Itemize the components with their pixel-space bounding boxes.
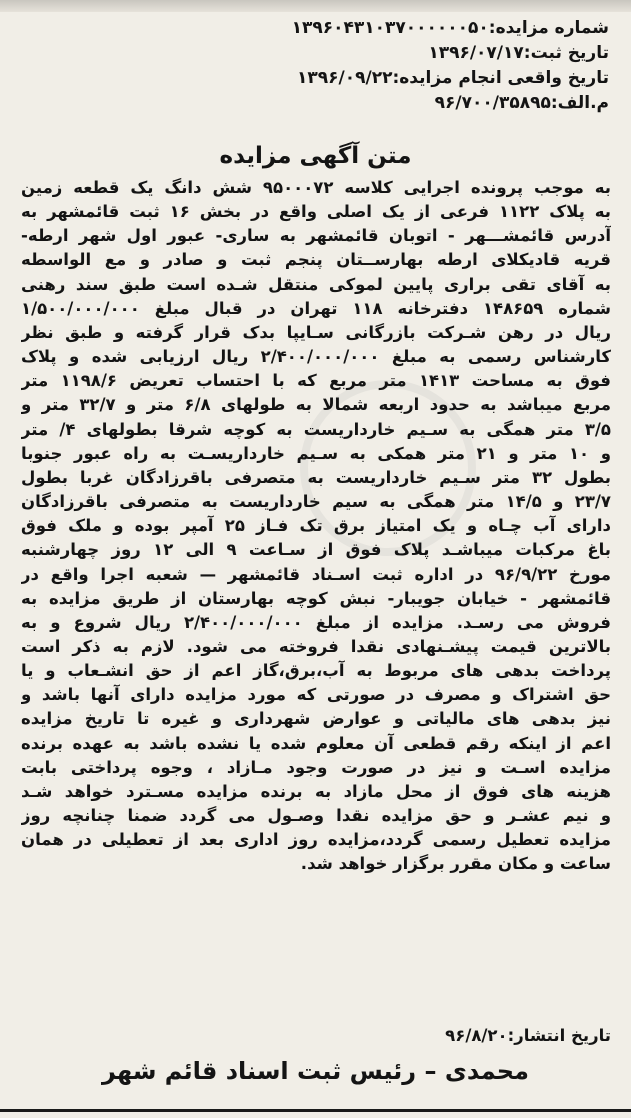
- body-line: باغ مرکبات میباشـد پلاک فوق از سـاعت ۹ الی ۱۲ روز چهارشنبه: [21, 540, 611, 560]
- body-line: ۳/۵ متر همگی به سـیم خارداریست به کوچه شرقا بطولهای ۴/ متر: [21, 419, 611, 439]
- body-line: دارای آب چـاه و یک امتیاز برق تک فـاز ۲۵ آمپر بوده و ملک فوق: [21, 516, 611, 536]
- body-line: آدرس قائمشـــهر - اتوبان قائمشهر به ساری- عبور اول شهر ارطه-: [21, 226, 611, 246]
- auction-number: شماره مزایده:۱۳۹۶۰۴۳۱۰۳۷۰۰۰۰۰۰۵۰: [291, 18, 609, 38]
- body-line: مورخ ۹۶/۹/۲۲ در اداره ثبت اسـناد قائمشهر — شعبه اجرا واقع در: [21, 564, 611, 584]
- body-line: نیز بدهی های مالیاتی و عوارض شهرداری و غیره تا تاریخ مزایده: [21, 709, 611, 729]
- body-line: فروش می رسـد. مزایده از مبلغ ۲/۴۰۰/۰۰۰/۰۰۰ ریال شروع و به: [21, 612, 611, 632]
- body-line: اعم از اینکه رقم قطعی آن معلوم شده یا نشده باشد به عهده برنده: [21, 733, 611, 753]
- signature: محمدی – رئیس ثبت اسناد قائم شهر: [102, 1057, 529, 1085]
- body-line: به پلاک ۱۱۲۲ فرعی از یک اصلی واقع در بخش ۱۶ ثبت قائمشهر به: [21, 202, 611, 222]
- body-line: ساعت و مکان مقرر برگزار خواهد شد.: [300, 854, 611, 874]
- body-line: به موجب پرونده اجرایی کلاسه ۹۵۰۰۰۷۲ شش دانگ یک قطعه زمین: [21, 178, 611, 197]
- body-line: بالاترین قیمت پیشـنهادی نقدا فروخته می شود. لازم به ذکر است: [21, 636, 611, 656]
- body-line: به آقای تقی براری پایین لموکی منتقل شـده است طبق سند رهنی: [21, 274, 611, 294]
- auction-date: تاریخ واقعی انجام مزایده:۱۳۹۶/۰۹/۲۲: [297, 68, 609, 88]
- body-line: ۲۳/۷ و ۱۴/۵ متر همگی به سیم خارداریست به متصرفی باقرزادگان: [21, 492, 611, 512]
- notice-title: متن آگهی مزایده: [219, 143, 412, 169]
- body-line: حق اشتراک و مصرف در صورتی که مورد مزایده دارای آنها باشد و: [21, 685, 611, 705]
- body-line: پرداخت بدهی های مربوط به آب،برق،گاز اعم از حق انشـعاب و یا: [21, 661, 611, 681]
- body-line: قریه قادیکلای ارطه بهارســتان پنجم ثبت و صادر و مع الواسطه: [21, 250, 611, 270]
- body-line: ریال در رهن شـرکت بازرگانی سـایپا بدک قرار گرفته و طبق نظر: [21, 322, 611, 342]
- notice-body: [21, 176, 611, 877]
- body-line: مزایده اسـت و نیز در صورت وجود مـازاد ، وجوه پرداختی بابت: [21, 757, 611, 777]
- auction-header: [19, 16, 609, 116]
- body-line: و نیم عشـر و حق مزایده نقدا وصـول می گردد ضمنا چنانچه روز: [21, 806, 611, 826]
- body-line: مزایده تعطیل رسمی گردد،مزایده روز اداری بعد از تعطیلی در همان: [21, 830, 611, 850]
- bottom-rule: [0, 1109, 631, 1112]
- body-line: فوق به مساحت ۱۴۱۳ متر مربع که با احتساب تعریض ۱۱۹۸/۶ متر: [21, 371, 611, 391]
- body-line: بطول ۳۲ متر سـیم خارداریست به متصرفی باقرزادگان غربا بطول: [21, 467, 611, 487]
- top-strip: [0, 0, 631, 12]
- body-line: مربع میباشد به حدود اربعه شمالا به طولهای ۶/۸ متر و ۳۲/۷ متر و: [21, 395, 611, 415]
- body-line: قائمشهر - خیابان جویبار- نبش کوچه بهارستان از طریق مزایده به: [21, 588, 611, 608]
- body-line: شماره ۱۴۸۶۵۹ دفترخانه ۱۱۸ تهران در قبال مبلغ ۱/۵۰۰/۰۰۰/۰۰۰: [21, 298, 611, 318]
- publication-date: تاریخ انتشار:۹۶/۸/۲۰: [445, 1026, 611, 1045]
- reference-number: م.الف:۹۶/۷۰۰/۳۵۸۹۵: [434, 93, 609, 113]
- body-line: و ۱۰ متر و ۲۱ متر همکی به سـیم خارداریسـت به راه عبور جنوبا: [21, 443, 611, 463]
- body-line: هزینه های فوق از محل مازاد به برنده مزایده مسـترد خواهد شـد: [21, 781, 611, 801]
- registration-date: تاریخ ثبت:۱۳۹۶/۰۷/۱۷: [428, 43, 609, 63]
- body-line: کارشناس رسمی به مبلغ ۲/۴۰۰/۰۰۰/۰۰۰ ریال ارزیابی شده و پلاک: [21, 347, 611, 367]
